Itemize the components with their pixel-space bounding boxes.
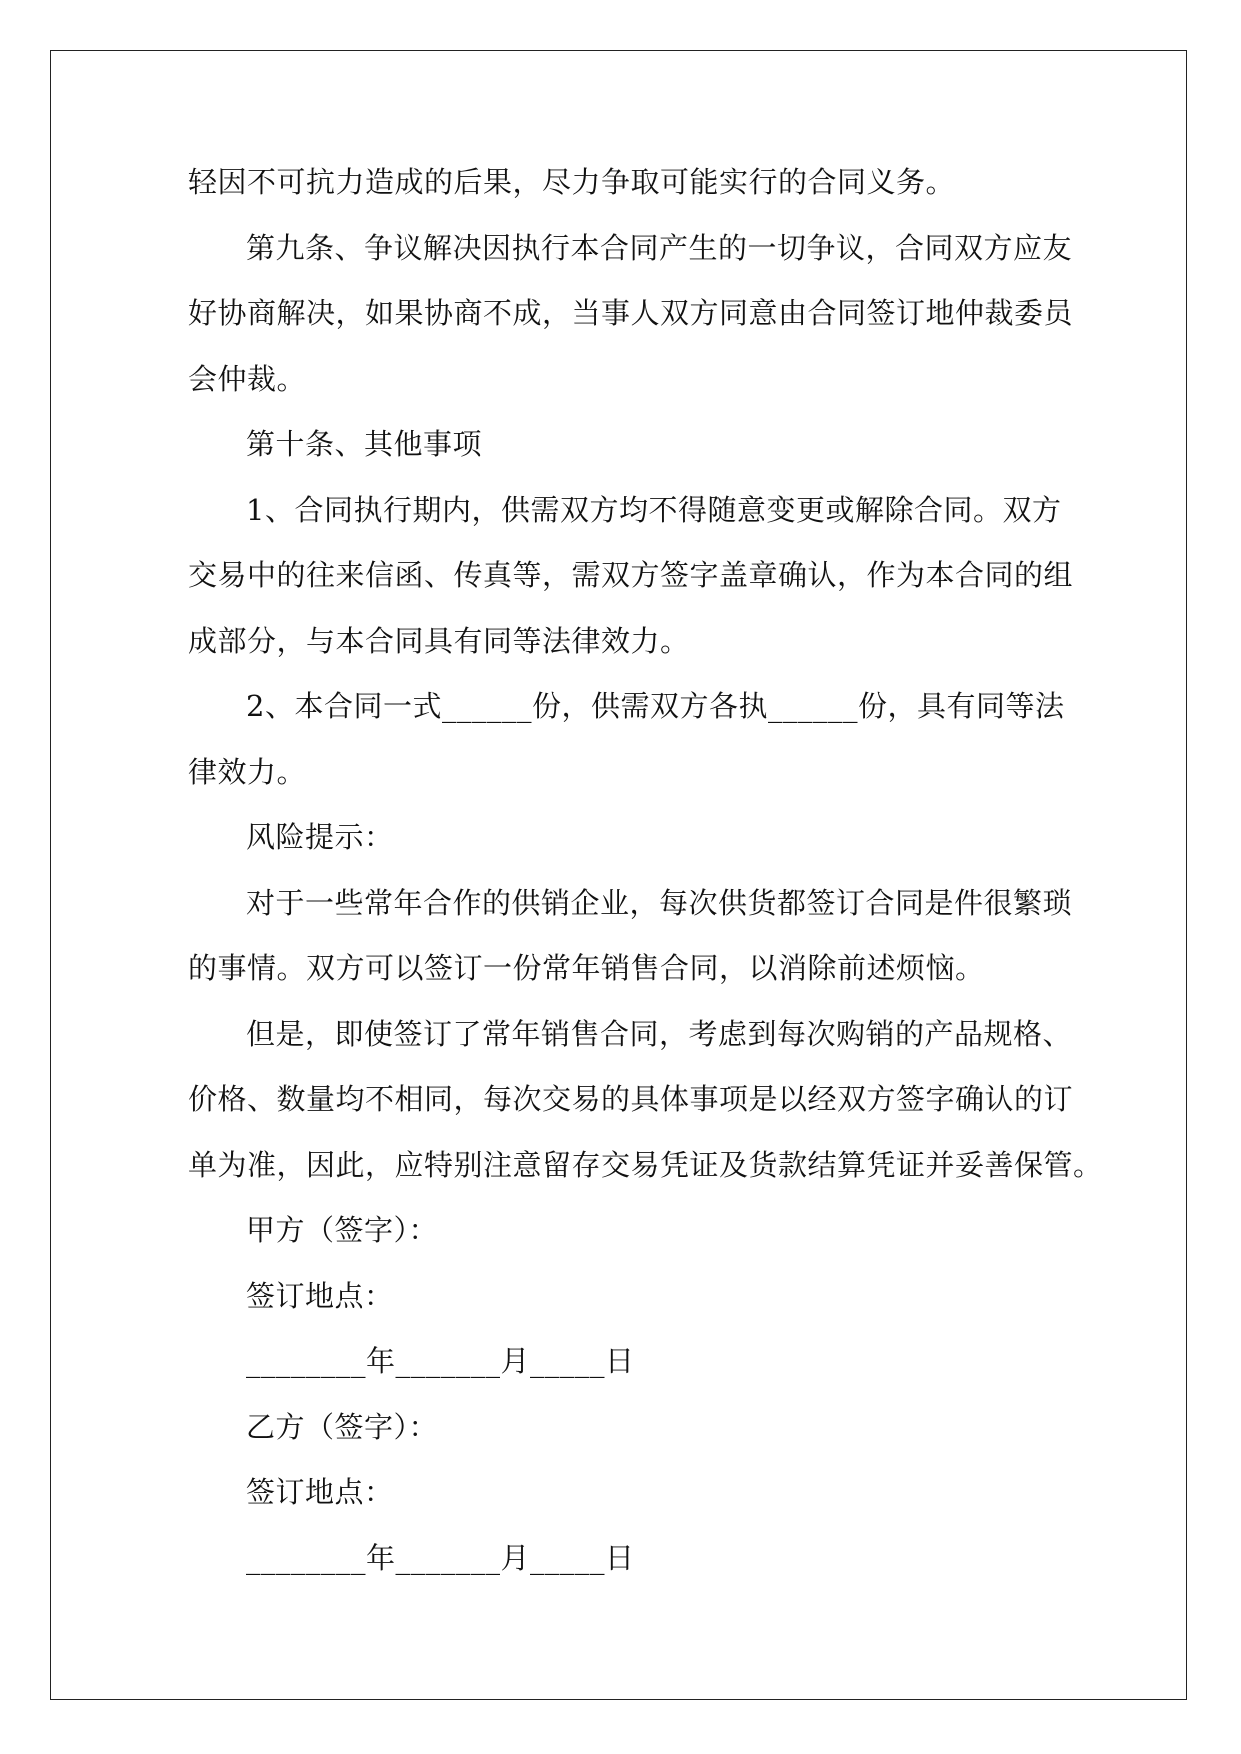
text-line: 成部分，与本合同具有同等法律效力。 xyxy=(188,624,690,658)
party-b-signature-label: 乙方（签字）： xyxy=(246,1410,439,1444)
party-a-location-label: 签订地点： xyxy=(246,1279,394,1313)
text-line: 交易中的往来信函、传真等，需双方签字盖章确认，作为本合同的组 xyxy=(188,558,1074,592)
risk-notice-heading: 风险提示： xyxy=(246,820,394,854)
text-line: 单为准，因此，应特别注意留存交易凭证及货款结算凭证并妥善保管。 xyxy=(188,1148,1103,1182)
text-line: 轻因不可抗力造成的后果，尽力争取可能实行的合同义务。 xyxy=(188,165,956,199)
clause-1: 1、合同执行期内，供需双方均不得随意变更或解除合同。双方 xyxy=(246,493,1062,527)
article-10-heading: 第十条、其他事项 xyxy=(246,427,483,461)
party-a-date-line: ________年_______月_____日 xyxy=(246,1344,635,1378)
party-b-date-line: ________年_______月_____日 xyxy=(246,1541,635,1575)
text-line: 律效力。 xyxy=(188,755,307,789)
clause-2: 2、本合同一式______份，供需双方各执______份，具有同等法 xyxy=(246,689,1065,723)
party-a-signature-label: 甲方（签字）： xyxy=(246,1213,439,1247)
text-line: 的事情。双方可以签订一份常年销售合同，以消除前述烦恼。 xyxy=(188,951,985,985)
text-line: 会仲裁。 xyxy=(188,362,307,396)
risk-paragraph-1: 对于一些常年合作的供销企业，每次供货都签订合同是件很繁琐 xyxy=(246,886,1073,920)
text-line: 好协商解决，如果协商不成，当事人双方同意由合同签订地仲裁委员 xyxy=(188,296,1074,330)
party-b-location-label: 签订地点： xyxy=(246,1475,394,1509)
article-9-heading: 第九条、争议解决因执行本合同产生的一切争议，合同双方应友 xyxy=(246,231,1073,265)
text-line: 价格、数量均不相同，每次交易的具体事项是以经双方签字确认的订 xyxy=(188,1082,1074,1116)
risk-paragraph-2: 但是，即使签订了常年销售合同，考虑到每次购销的产品规格、 xyxy=(246,1017,1073,1051)
